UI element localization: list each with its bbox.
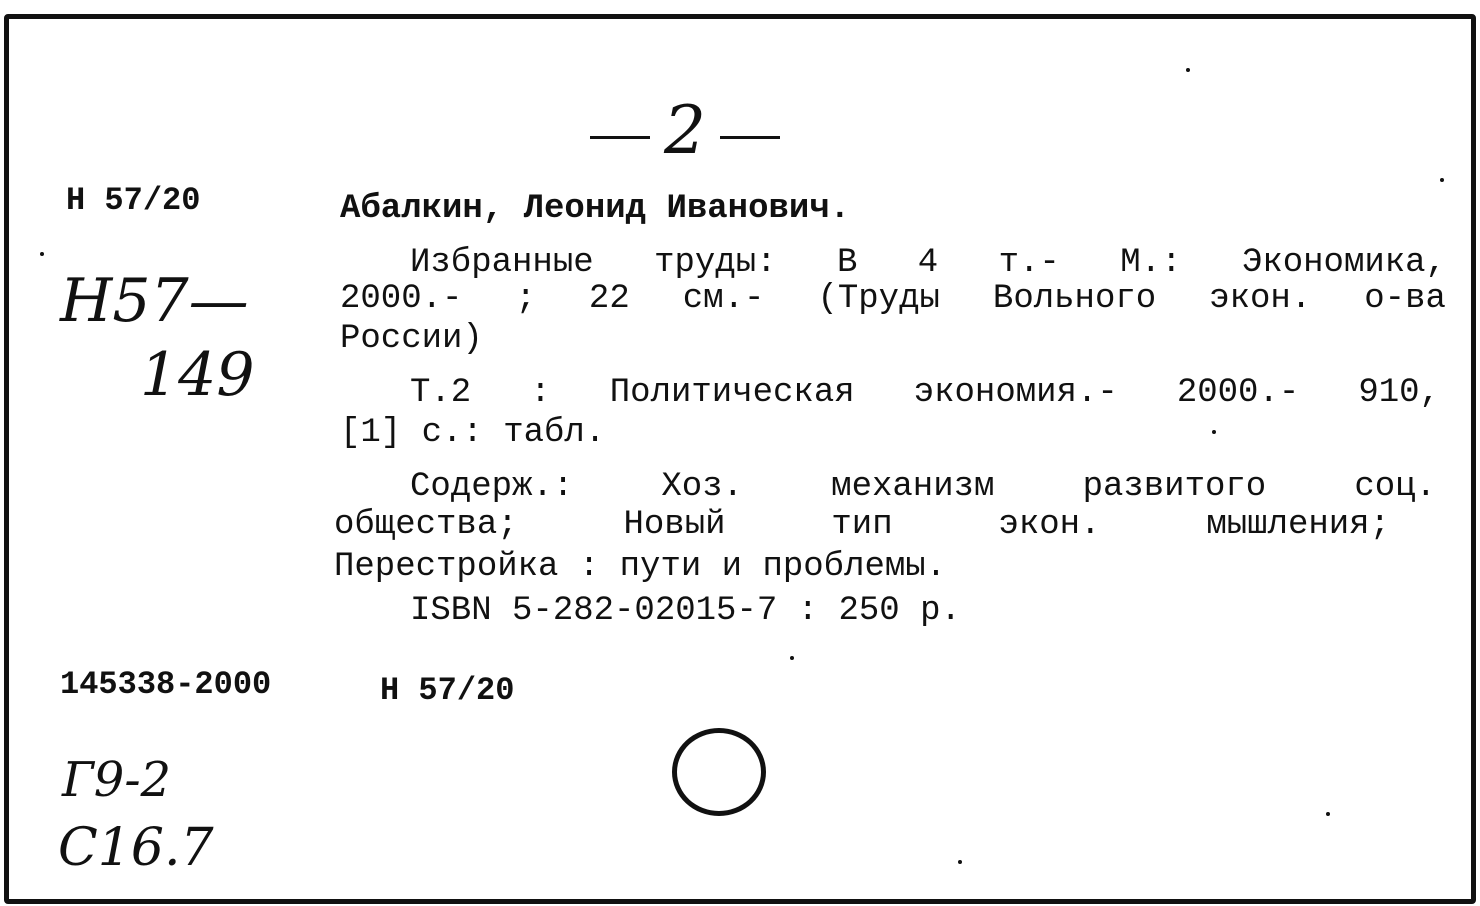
word: развитого	[1082, 468, 1267, 506]
word: Содерж.:	[410, 468, 574, 506]
title-line-1	[410, 244, 1446, 282]
speck	[40, 252, 44, 256]
handwritten-note-1: Г9-2	[62, 752, 172, 808]
page-number-mark	[576, 92, 794, 172]
contents-line-2	[334, 506, 1390, 544]
dash-left	[590, 136, 650, 139]
inventory-number: 145338-2000	[60, 666, 272, 703]
word: Политическая	[609, 374, 855, 412]
speck	[1326, 812, 1330, 816]
volume-line-2: [1] с.: табл.	[340, 414, 606, 452]
word: Экономика,	[1241, 244, 1446, 282]
speck	[958, 860, 962, 864]
word: экон.	[998, 506, 1101, 544]
word: Вольного	[992, 280, 1157, 318]
word: 4	[917, 244, 939, 282]
word: о-ва	[1364, 280, 1446, 318]
page-number: 2	[664, 92, 706, 169]
handwritten-shelfmark-line2: 149	[140, 340, 255, 410]
volume-line-1	[410, 374, 1440, 412]
dash-right	[720, 136, 780, 139]
word: тип	[831, 506, 893, 544]
handwritten-note-2: С16.7	[58, 818, 214, 878]
contents-line-1	[410, 468, 1436, 506]
word: (Труды	[817, 280, 940, 318]
title-line-3: России)	[340, 320, 483, 358]
word: т.-	[998, 244, 1060, 282]
word: труды:	[654, 244, 777, 282]
word: механизм	[831, 468, 995, 506]
speck	[790, 656, 794, 660]
word: см.-	[682, 280, 765, 318]
word: общества;	[334, 506, 518, 544]
handwritten-shelfmark-line1: Н57—	[60, 266, 249, 336]
word: 2000.-	[1176, 374, 1300, 412]
word: Избранные	[410, 244, 594, 282]
contents-line-3: Перестройка : пути и проблемы.	[334, 548, 947, 586]
speck	[1440, 178, 1444, 182]
call-number-bottom: Н 57/20	[380, 672, 515, 709]
word: Хоз.	[661, 468, 744, 506]
word: :	[530, 374, 551, 412]
word: Т.2	[410, 374, 472, 412]
punch-hole	[672, 728, 766, 816]
word: М.:	[1120, 244, 1182, 282]
word: В	[836, 244, 858, 282]
word: ;	[515, 280, 536, 318]
title-line-2	[340, 280, 1446, 318]
word: Новый	[623, 506, 726, 544]
word: соц.	[1354, 468, 1436, 506]
word: 2000.-	[340, 280, 463, 318]
call-number-top: Н 57/20	[66, 182, 201, 219]
word: экон.	[1209, 280, 1312, 318]
word: 910,	[1358, 374, 1440, 412]
speck	[1212, 430, 1216, 434]
author: Абалкин, Леонид Иванович.	[340, 190, 851, 228]
speck	[1186, 68, 1190, 72]
word: экономия.-	[913, 374, 1118, 412]
word: мышления;	[1206, 506, 1390, 544]
isbn-line: ISBN 5-282-02015-7 : 250 р.	[410, 592, 961, 630]
word: 22	[588, 280, 630, 318]
